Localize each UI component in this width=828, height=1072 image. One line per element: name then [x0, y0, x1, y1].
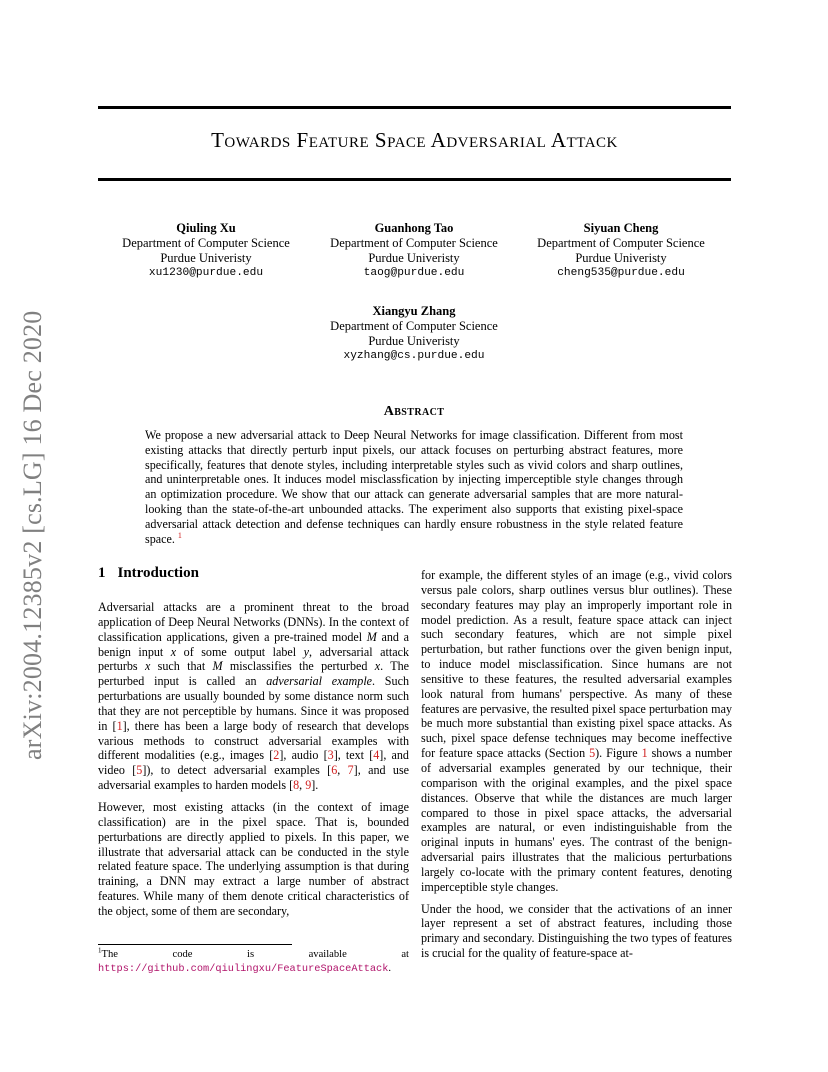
text-run: ,	[337, 763, 348, 778]
paper-title: Towards Feature Space Adversarial Attack	[211, 128, 618, 152]
text-run: ], there has been a large body of research that develops various methods to construct adversarial examples with different modalities (e.g., images [	[98, 718, 409, 763]
text-run: and a benign input	[98, 629, 409, 659]
math-term: M	[366, 629, 377, 644]
author-name: Xiangyu Zhang	[372, 304, 456, 318]
footnote-rule	[98, 944, 292, 945]
author-block	[106, 221, 306, 281]
author-name: Guanhong Tao	[374, 221, 454, 235]
section-title: Introduction	[117, 565, 199, 581]
text-run: ], audio [	[279, 748, 328, 763]
text-run: ].	[311, 778, 319, 793]
arxiv-watermark: arXiv:2004.12385v2 [cs.LG] 16 Dec 2020	[18, 310, 47, 760]
abstract-body-text: We propose a new adversarial attack to Deep Neural Networks for image classification. Different from most existing attacks that directly perturb input pixels, our attack focuses on perturbing abstract features, more specifically, features that denote styles, including interpretable styles such as vivid colors and sharp outlines, and uninterpretable ones. It induces model misclassfication by injecting imperceptible style changes through an optimization procedure. We show that our attack can generate adversarial samples that are more natural-looking than the state-of-the-art unbounded attacks. The experiment also supports that existing pixel-space adversarial attack detection and defense techniques can hardly ensure robustness in the style related feature space.	[145, 428, 683, 546]
citation-link[interactable]: 1	[116, 718, 123, 733]
math-term: x	[170, 644, 177, 659]
body-paragraph	[421, 902, 732, 961]
math-term: x	[144, 659, 151, 674]
author-block	[314, 304, 514, 364]
text-run: ], and use adversarial examples to harden models [	[98, 763, 410, 793]
author-name: Qiuling Xu	[176, 221, 236, 235]
text-run: Adversarial attacks are a prominent threat to the broad application of Deep Neural Networks (DNNs). In the context of classification applications, given a pre-trained model	[98, 600, 409, 644]
text-run: misclassifies the perturbed	[222, 659, 375, 674]
text-run: . Such perturbations are usually bounded by some distance norm such that they are not perceptible by humans. Since it was proposed in [	[98, 674, 409, 733]
code-url-link[interactable]: https://github.com/qiulingxu/FeatureSpaceAttack	[98, 963, 389, 975]
section-number: 1	[98, 565, 106, 581]
footnote-tail: .	[388, 963, 392, 974]
citation-link[interactable]: 1	[641, 746, 648, 761]
text-run: such that	[150, 659, 213, 674]
text-run: ,	[299, 778, 306, 793]
footnote-reference-link[interactable]: 1	[177, 530, 182, 540]
text-run: ]), to detect adversarial examples [	[142, 763, 332, 778]
footnote-mark: 1	[98, 946, 102, 955]
body-paragraph	[421, 568, 732, 895]
text-run: of some output label	[176, 644, 304, 659]
author-name: Siyuan Cheng	[583, 221, 659, 235]
citation-link[interactable]: 2	[273, 748, 280, 763]
text-run: , adversarial attack perturbs	[98, 644, 409, 674]
author-university: Purdue Univeristy	[575, 251, 667, 265]
text-run: for example, the different styles of an image (e.g., vivid colors versus pale colors, sharp outlines versus blur outlines). These secondary features may play an improperly important role in model prediction. As a result, feature space attack can inject such secondary features, which are not simple pixel perturbation, but rather functions over the given benign input, to induce model misclassification. Since humans are not sensitive to these features, the resulted adversarial examples look natural from humans' perspective. As many of these features are pervasive, the resulted pixel space perturbation may be much more substantial than existing pixel space attacks. As such, pixel space defense techniques may become ineffective for feature space attacks (Section	[421, 568, 732, 761]
citation-link[interactable]: 4	[373, 748, 380, 763]
text-run: ). Figure	[595, 746, 642, 761]
author-department: Department of Computer Science	[330, 236, 498, 250]
math-term: M	[212, 659, 223, 674]
section-heading	[98, 565, 199, 582]
citation-link[interactable]: 7	[347, 763, 354, 778]
math-term: y	[303, 644, 310, 659]
body-paragraph	[98, 600, 409, 793]
author-block	[521, 221, 721, 281]
right-column	[421, 568, 732, 968]
title-rule-top	[98, 106, 731, 109]
citation-link[interactable]: 3	[327, 748, 334, 763]
author-department: Department of Computer Science	[122, 236, 290, 250]
title-rule-bottom	[98, 178, 731, 181]
text-run: ], and video [	[98, 748, 409, 778]
footnote	[98, 948, 409, 976]
author-university: Purdue Univeristy	[160, 251, 252, 265]
citation-link[interactable]: 5	[136, 763, 143, 778]
author-university: Purdue Univeristy	[368, 334, 460, 348]
author-department: Department of Computer Science	[330, 319, 498, 333]
text-run: Under the hood, we consider that the activations of an inner layer represent a set of abstract features, including those primary and secondary. Distinguishing the two types of features is crucial for the quality of feature-space at-	[421, 901, 732, 961]
math-term: x	[374, 659, 381, 674]
abstract-text	[145, 428, 683, 546]
author-department: Department of Computer Science	[537, 236, 705, 250]
citation-link[interactable]: 5	[589, 746, 596, 761]
body-paragraph	[98, 800, 409, 919]
author-block	[314, 221, 514, 281]
footnote-text: The code is available at	[101, 949, 409, 960]
text-run: However, most existing attacks (in the context of image classification) are in the pixel space. That is, bounded perturbations are directly applied to pixels. In this paper, we illustrate that adversarial attack can be conducted in the style related feature space. The underlying assumption is that during training, a DNN may extract a large number of abstract features. While many of them denote critical characteristics of the object, some of them are secondary,	[98, 799, 409, 918]
author-university: Purdue Univeristy	[368, 251, 460, 265]
text-run: ], text [	[333, 748, 374, 763]
author-email: taog@purdue.edu	[363, 267, 465, 279]
text-run: shows a number of adversarial examples generated by our technique, their comparison with the original examples, and the pixel space distances. Observe that while the distances are much larger compared to those in pixel space attacks, the adversarial examples are natural, or even indistinguishable from the original inputs in humans' eyes. The contrast of the benign-adversarial pairs illustrates that the malicious perturbations largely co-locate with the primary content features, denoting imperceptible style changes.	[421, 746, 732, 894]
author-email: xyzhang@cs.purdue.edu	[343, 350, 485, 362]
citation-link[interactable]: 6	[331, 763, 338, 778]
abstract-heading: Abstract	[383, 404, 445, 419]
citation-link[interactable]: 8	[293, 778, 300, 793]
author-email: cheng535@purdue.edu	[557, 267, 685, 279]
math-term: adversarial example	[266, 674, 373, 689]
author-email: xu1230@purdue.edu	[148, 267, 264, 279]
text-run: . The perturbed input is called an	[98, 659, 410, 689]
citation-link[interactable]: 9	[305, 778, 312, 793]
left-column	[98, 600, 409, 926]
